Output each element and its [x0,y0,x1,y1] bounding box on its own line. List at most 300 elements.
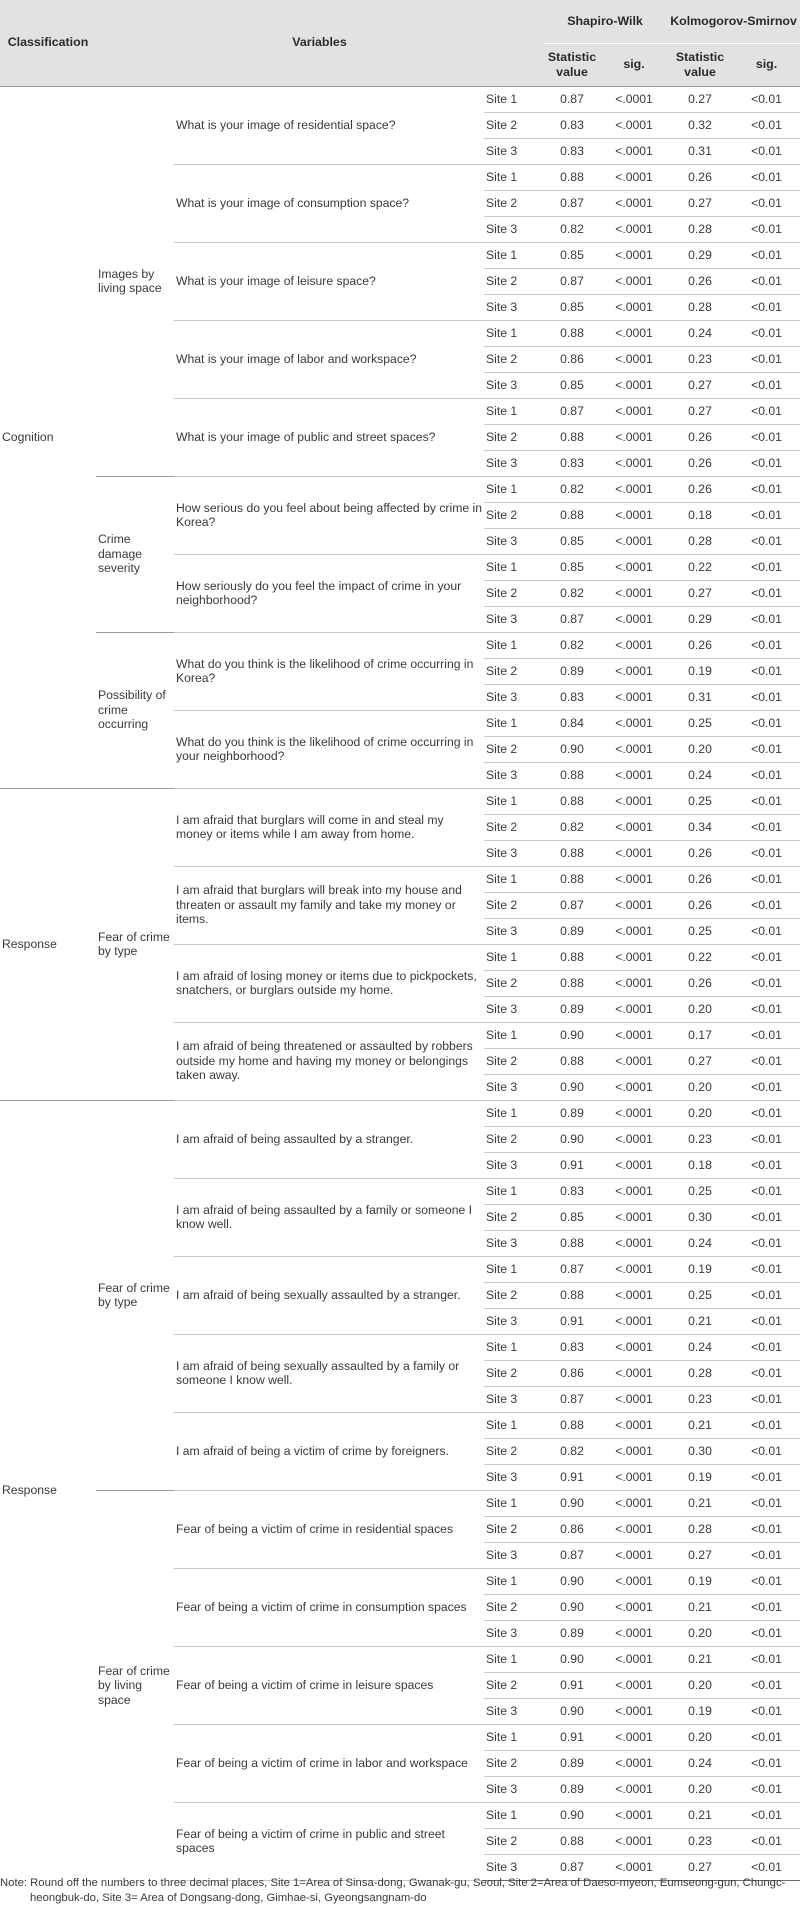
sw-statistic-cell: 0.86 [543,1360,601,1386]
ks-statistic-cell: 0.27 [667,1542,733,1568]
question-cell: I am afraid that burglars will come in and steal my money or items while I am away from home. [174,788,484,866]
sw-statistic-cell: 0.91 [543,1464,601,1490]
sw-sig-cell: <.0001 [601,502,667,528]
ks-statistic-cell: 0.28 [667,216,733,242]
ks-sig-cell: <0.01 [733,1672,800,1698]
question-cell: How seriously do you feel the impact of crime in your neighborhood? [174,554,484,632]
site-cell: Site 3 [484,372,543,398]
ks-sig-cell: <0.01 [733,1282,800,1308]
sw-sig-cell: <.0001 [601,1204,667,1230]
header-variables: Variables [96,0,543,86]
ks-sig-cell: <0.01 [733,1724,800,1750]
ks-sig-cell: <0.01 [733,242,800,268]
sw-statistic-cell: 0.90 [543,736,601,762]
ks-statistic-cell: 0.22 [667,554,733,580]
sw-sig-cell: <.0001 [601,1698,667,1724]
sw-statistic-cell: 0.82 [543,1438,601,1464]
ks-sig-cell: <0.01 [733,1308,800,1334]
sw-statistic-cell: 0.85 [543,528,601,554]
ks-sig-cell: <0.01 [733,476,800,502]
sw-sig-cell: <.0001 [601,814,667,840]
ks-sig-cell: <0.01 [733,1048,800,1074]
sw-sig-cell: <.0001 [601,1308,667,1334]
site-cell: Site 2 [484,580,543,606]
sw-statistic-cell: 0.85 [543,294,601,320]
ks-sig-cell: <0.01 [733,1230,800,1256]
ks-sig-cell: <0.01 [733,814,800,840]
ks-sig-cell: <0.01 [733,710,800,736]
site-cell: Site 1 [484,944,543,970]
ks-sig-cell: <0.01 [733,866,800,892]
site-cell: Site 1 [484,1724,543,1750]
table-body [0,86,800,1880]
ks-statistic-cell: 0.26 [667,476,733,502]
site-cell: Site 3 [484,138,543,164]
site-cell: Site 1 [484,710,543,736]
sw-sig-cell: <.0001 [601,1178,667,1204]
table-row [0,476,800,502]
site-cell: Site 1 [484,1100,543,1126]
ks-statistic-cell: 0.21 [667,1412,733,1438]
ks-statistic-cell: 0.21 [667,1802,733,1828]
ks-sig-cell: <0.01 [733,944,800,970]
ks-statistic-cell: 0.20 [667,1672,733,1698]
ks-statistic-cell: 0.24 [667,1334,733,1360]
sw-sig-cell: <.0001 [601,268,667,294]
ks-sig-cell: <0.01 [733,398,800,424]
sw-sig-cell: <.0001 [601,788,667,814]
ks-statistic-cell: 0.27 [667,372,733,398]
ks-sig-cell: <0.01 [733,606,800,632]
ks-sig-cell: <0.01 [733,918,800,944]
ks-sig-cell: <0.01 [733,1490,800,1516]
site-cell: Site 2 [484,970,543,996]
ks-statistic-cell: 0.20 [667,1074,733,1100]
site-cell: Site 3 [484,684,543,710]
ks-statistic-cell: 0.32 [667,112,733,138]
sw-statistic-cell: 0.82 [543,814,601,840]
question-cell: What is your image of leisure space? [174,242,484,320]
question-cell: What do you think is the likelihood of crime occurring in your neighborhood? [174,710,484,788]
sw-sig-cell: <.0001 [601,1516,667,1542]
table-note [0,1876,800,1905]
ks-statistic-cell: 0.23 [667,346,733,372]
site-cell: Site 2 [484,814,543,840]
sw-sig-cell: <.0001 [601,1152,667,1178]
question-cell: I am afraid of losing money or items due to pickpockets, snatchers, or burglars outside my home. [174,944,484,1022]
ks-sig-cell: <0.01 [733,216,800,242]
ks-sig-cell: <0.01 [733,528,800,554]
header-kolmogorov-smirnov: Kolmogorov-Smirnov [667,0,800,43]
ks-sig-cell: <0.01 [733,268,800,294]
site-cell: Site 3 [484,450,543,476]
ks-statistic-cell: 0.19 [667,1698,733,1724]
sw-statistic-cell: 0.89 [543,996,601,1022]
sw-statistic-cell: 0.87 [543,606,601,632]
sw-statistic-cell: 0.88 [543,866,601,892]
ks-sig-cell: <0.01 [733,1594,800,1620]
site-cell: Site 1 [484,86,543,112]
site-cell: Site 3 [484,294,543,320]
ks-statistic-cell: 0.23 [667,1828,733,1854]
question-cell: Fear of being a victim of crime in residential spaces [174,1490,484,1568]
ks-sig-cell: <0.01 [733,892,800,918]
site-cell: Site 2 [484,1204,543,1230]
ks-statistic-cell: 0.26 [667,892,733,918]
question-cell: How serious do you feel about being affected by crime in Korea? [174,476,484,554]
ks-statistic-cell: 0.18 [667,1152,733,1178]
header-sw-statistic: Statistic value [543,43,601,86]
sw-statistic-cell: 0.85 [543,554,601,580]
ks-statistic-cell: 0.27 [667,1854,733,1880]
ks-sig-cell: <0.01 [733,1386,800,1412]
question-cell: What is your image of labor and workspace? [174,320,484,398]
site-cell: Site 3 [484,1776,543,1802]
ks-statistic-cell: 0.27 [667,1048,733,1074]
ks-sig-cell: <0.01 [733,1256,800,1282]
ks-sig-cell: <0.01 [733,632,800,658]
sw-sig-cell: <.0001 [601,1854,667,1880]
header-classification: Classification [0,0,96,86]
site-cell: Site 1 [484,320,543,346]
site-cell: Site 2 [484,268,543,294]
sw-sig-cell: <.0001 [601,632,667,658]
sw-statistic-cell: 0.88 [543,762,601,788]
sw-sig-cell: <.0001 [601,1568,667,1594]
sw-statistic-cell: 0.89 [543,1100,601,1126]
sw-statistic-cell: 0.82 [543,476,601,502]
ks-statistic-cell: 0.28 [667,1360,733,1386]
site-cell: Site 1 [484,1334,543,1360]
ks-sig-cell: <0.01 [733,1204,800,1230]
site-cell: Site 2 [484,112,543,138]
ks-sig-cell: <0.01 [733,736,800,762]
site-cell: Site 3 [484,1464,543,1490]
sw-statistic-cell: 0.85 [543,1204,601,1230]
ks-statistic-cell: 0.28 [667,1516,733,1542]
ks-statistic-cell: 0.23 [667,1126,733,1152]
sw-sig-cell: <.0001 [601,892,667,918]
site-cell: Site 3 [484,762,543,788]
sw-sig-cell: <.0001 [601,736,667,762]
sw-sig-cell: <.0001 [601,1724,667,1750]
ks-statistic-cell: 0.19 [667,1568,733,1594]
ks-statistic-cell: 0.21 [667,1490,733,1516]
site-cell: Site 2 [484,1126,543,1152]
ks-statistic-cell: 0.20 [667,996,733,1022]
ks-sig-cell: <0.01 [733,138,800,164]
site-cell: Site 3 [484,1308,543,1334]
table-row [0,1100,800,1126]
site-cell: Site 1 [484,1256,543,1282]
sw-sig-cell: <.0001 [601,606,667,632]
site-cell: Site 1 [484,1646,543,1672]
site-cell: Site 2 [484,1438,543,1464]
sw-statistic-cell: 0.86 [543,1516,601,1542]
ks-statistic-cell: 0.27 [667,190,733,216]
table-row [0,632,800,658]
ks-sig-cell: <0.01 [733,970,800,996]
sw-sig-cell: <.0001 [601,1334,667,1360]
site-cell: Site 3 [484,1230,543,1256]
sw-sig-cell: <.0001 [601,372,667,398]
question-cell: I am afraid of being sexually assaulted by a stranger. [174,1256,484,1334]
sw-sig-cell: <.0001 [601,346,667,372]
site-cell: Site 3 [484,606,543,632]
sw-sig-cell: <.0001 [601,528,667,554]
header-ks-sig: sig. [733,43,800,86]
ks-sig-cell: <0.01 [733,320,800,346]
ks-statistic-cell: 0.25 [667,918,733,944]
ks-sig-cell: <0.01 [733,1464,800,1490]
ks-statistic-cell: 0.26 [667,866,733,892]
sw-statistic-cell: 0.87 [543,1542,601,1568]
sw-sig-cell: <.0001 [601,1828,667,1854]
sw-statistic-cell: 0.88 [543,944,601,970]
ks-sig-cell: <0.01 [733,996,800,1022]
ks-sig-cell: <0.01 [733,1698,800,1724]
sw-statistic-cell: 0.88 [543,424,601,450]
sw-sig-cell: <.0001 [601,138,667,164]
sw-sig-cell: <.0001 [601,1100,667,1126]
table-header [0,0,800,86]
ks-sig-cell: <0.01 [733,1334,800,1360]
sw-statistic-cell: 0.83 [543,112,601,138]
sw-sig-cell: <.0001 [601,1256,667,1282]
ks-statistic-cell: 0.26 [667,268,733,294]
ks-statistic-cell: 0.26 [667,840,733,866]
sw-sig-cell: <.0001 [601,190,667,216]
site-cell: Site 3 [484,1074,543,1100]
question-cell: What is your image of consumption space? [174,164,484,242]
sw-sig-cell: <.0001 [601,580,667,606]
ks-sig-cell: <0.01 [733,1412,800,1438]
question-cell: Fear of being a victim of crime in leisure spaces [174,1646,484,1724]
sw-statistic-cell: 0.88 [543,1230,601,1256]
ks-statistic-cell: 0.20 [667,1776,733,1802]
ks-sig-cell: <0.01 [733,1438,800,1464]
site-cell: Site 2 [484,892,543,918]
ks-statistic-cell: 0.21 [667,1594,733,1620]
sw-sig-cell: <.0001 [601,762,667,788]
ks-sig-cell: <0.01 [733,450,800,476]
sw-sig-cell: <.0001 [601,1542,667,1568]
ks-sig-cell: <0.01 [733,1620,800,1646]
ks-sig-cell: <0.01 [733,372,800,398]
ks-statistic-cell: 0.26 [667,450,733,476]
site-cell: Site 1 [484,476,543,502]
sw-statistic-cell: 0.87 [543,1256,601,1282]
sw-statistic-cell: 0.86 [543,346,601,372]
sw-statistic-cell: 0.88 [543,502,601,528]
sw-statistic-cell: 0.87 [543,268,601,294]
ks-statistic-cell: 0.20 [667,1724,733,1750]
site-cell: Site 3 [484,1386,543,1412]
ks-statistic-cell: 0.24 [667,1230,733,1256]
note-line-2: heongbuk-do, Site 3= Area of Dongsang-dong, Gimhae-si, Gyeongsangnam-do [30,1891,427,1904]
sw-statistic-cell: 0.88 [543,1048,601,1074]
site-cell: Site 2 [484,1594,543,1620]
sw-statistic-cell: 0.83 [543,450,601,476]
sw-sig-cell: <.0001 [601,1022,667,1048]
question-cell: What is your image of public and street spaces? [174,398,484,476]
sw-statistic-cell: 0.87 [543,398,601,424]
sw-statistic-cell: 0.89 [543,1750,601,1776]
ks-statistic-cell: 0.21 [667,1646,733,1672]
site-cell: Site 1 [484,632,543,658]
sw-sig-cell: <.0001 [601,658,667,684]
sw-sig-cell: <.0001 [601,1646,667,1672]
ks-statistic-cell: 0.23 [667,1386,733,1412]
ks-sig-cell: <0.01 [733,684,800,710]
ks-sig-cell: <0.01 [733,1542,800,1568]
sw-sig-cell: <.0001 [601,1230,667,1256]
table-row [0,86,800,112]
ks-sig-cell: <0.01 [733,1828,800,1854]
sw-statistic-cell: 0.89 [543,918,601,944]
ks-statistic-cell: 0.34 [667,814,733,840]
ks-sig-cell: <0.01 [733,1854,800,1880]
sw-statistic-cell: 0.87 [543,86,601,112]
header-sw-sig: sig. [601,43,667,86]
ks-statistic-cell: 0.27 [667,580,733,606]
question-cell: I am afraid of being sexually assaulted by a family or someone I know well. [174,1334,484,1412]
sw-statistic-cell: 0.90 [543,1568,601,1594]
ks-statistic-cell: 0.28 [667,294,733,320]
sw-sig-cell: <.0001 [601,840,667,866]
site-cell: Site 1 [484,1412,543,1438]
sw-sig-cell: <.0001 [601,944,667,970]
ks-statistic-cell: 0.30 [667,1438,733,1464]
header-ks-statistic: Statistic value [667,43,733,86]
site-cell: Site 2 [484,424,543,450]
note-line-1: Note: Round off the numbers to three decimal places, Site 1=Area of Sinsa-dong, Gwanak-gu, Seoul, Site 2=Area of Daeso-myeon, Eumseong-gun, Chungc- [0,1877,786,1889]
sw-statistic-cell: 0.89 [543,1620,601,1646]
ks-statistic-cell: 0.21 [667,1308,733,1334]
sw-sig-cell: <.0001 [601,970,667,996]
ks-statistic-cell: 0.29 [667,606,733,632]
sw-statistic-cell: 0.83 [543,1334,601,1360]
ks-sig-cell: <0.01 [733,502,800,528]
ks-statistic-cell: 0.24 [667,762,733,788]
site-cell: Site 3 [484,1620,543,1646]
subcategory-cell: Fear of crime by type [96,788,174,1100]
subcategory-cell: Possibility of crime occurring [96,632,174,788]
ks-sig-cell: <0.01 [733,1100,800,1126]
ks-statistic-cell: 0.26 [667,424,733,450]
sw-statistic-cell: 0.88 [543,788,601,814]
sw-statistic-cell: 0.85 [543,242,601,268]
question-cell: Fear of being a victim of crime in labor and workspace [174,1724,484,1802]
ks-sig-cell: <0.01 [733,840,800,866]
question-cell: Fear of being a victim of crime in consumption spaces [174,1568,484,1646]
sw-statistic-cell: 0.85 [543,372,601,398]
site-cell: Site 2 [484,346,543,372]
sw-statistic-cell: 0.88 [543,1828,601,1854]
question-cell: I am afraid of being assaulted by a stranger. [174,1100,484,1178]
sw-statistic-cell: 0.91 [543,1152,601,1178]
sw-sig-cell: <.0001 [601,1074,667,1100]
sw-sig-cell: <.0001 [601,164,667,190]
sw-sig-cell: <.0001 [601,1802,667,1828]
sw-statistic-cell: 0.88 [543,840,601,866]
sw-sig-cell: <.0001 [601,918,667,944]
sw-sig-cell: <.0001 [601,112,667,138]
ks-sig-cell: <0.01 [733,112,800,138]
sw-statistic-cell: 0.87 [543,190,601,216]
sw-statistic-cell: 0.90 [543,1490,601,1516]
site-cell: Site 2 [484,1048,543,1074]
ks-sig-cell: <0.01 [733,1152,800,1178]
question-cell: What is your image of residential space? [174,86,484,164]
sw-statistic-cell: 0.84 [543,710,601,736]
ks-sig-cell: <0.01 [733,346,800,372]
sw-sig-cell: <.0001 [601,1412,667,1438]
site-cell: Site 3 [484,1854,543,1880]
site-cell: Site 3 [484,918,543,944]
sw-statistic-cell: 0.88 [543,1412,601,1438]
ks-statistic-cell: 0.29 [667,242,733,268]
site-cell: Site 3 [484,216,543,242]
sw-statistic-cell: 0.89 [543,658,601,684]
site-cell: Site 1 [484,164,543,190]
sw-sig-cell: <.0001 [601,424,667,450]
site-cell: Site 1 [484,866,543,892]
ks-statistic-cell: 0.28 [667,528,733,554]
question-cell: I am afraid of being a victim of crime by foreigners. [174,1412,484,1490]
ks-sig-cell: <0.01 [733,554,800,580]
site-cell: Site 1 [484,1178,543,1204]
ks-sig-cell: <0.01 [733,1646,800,1672]
sw-sig-cell: <.0001 [601,1360,667,1386]
ks-statistic-cell: 0.26 [667,632,733,658]
sw-sig-cell: <.0001 [601,320,667,346]
sw-sig-cell: <.0001 [601,710,667,736]
sw-statistic-cell: 0.91 [543,1308,601,1334]
sw-statistic-cell: 0.90 [543,1802,601,1828]
site-cell: Site 1 [484,1568,543,1594]
ks-statistic-cell: 0.26 [667,970,733,996]
sw-sig-cell: <.0001 [601,1048,667,1074]
classification-cell: Cognition [0,86,96,788]
sw-sig-cell: <.0001 [601,996,667,1022]
sw-sig-cell: <.0001 [601,1750,667,1776]
header-shapiro-wilk: Shapiro-Wilk [543,0,667,43]
subcategory-cell: Fear of crime by living space [96,1490,174,1880]
ks-statistic-cell: 0.20 [667,1620,733,1646]
site-cell: Site 1 [484,1022,543,1048]
ks-statistic-cell: 0.20 [667,736,733,762]
ks-statistic-cell: 0.26 [667,164,733,190]
sw-statistic-cell: 0.88 [543,320,601,346]
ks-sig-cell: <0.01 [733,658,800,684]
site-cell: Site 2 [484,190,543,216]
sw-statistic-cell: 0.88 [543,1282,601,1308]
site-cell: Site 1 [484,242,543,268]
question-cell: I am afraid of being threatened or assaulted by robbers outside my home and having my money or belongings taken away. [174,1022,484,1100]
ks-statistic-cell: 0.31 [667,138,733,164]
site-cell: Site 2 [484,1672,543,1698]
ks-sig-cell: <0.01 [733,1568,800,1594]
ks-statistic-cell: 0.25 [667,788,733,814]
site-cell: Site 3 [484,840,543,866]
ks-sig-cell: <0.01 [733,1178,800,1204]
site-cell: Site 2 [484,1282,543,1308]
ks-statistic-cell: 0.31 [667,684,733,710]
sw-sig-cell: <.0001 [601,242,667,268]
sw-statistic-cell: 0.89 [543,1776,601,1802]
question-cell: I am afraid of being assaulted by a family or someone I know well. [174,1178,484,1256]
